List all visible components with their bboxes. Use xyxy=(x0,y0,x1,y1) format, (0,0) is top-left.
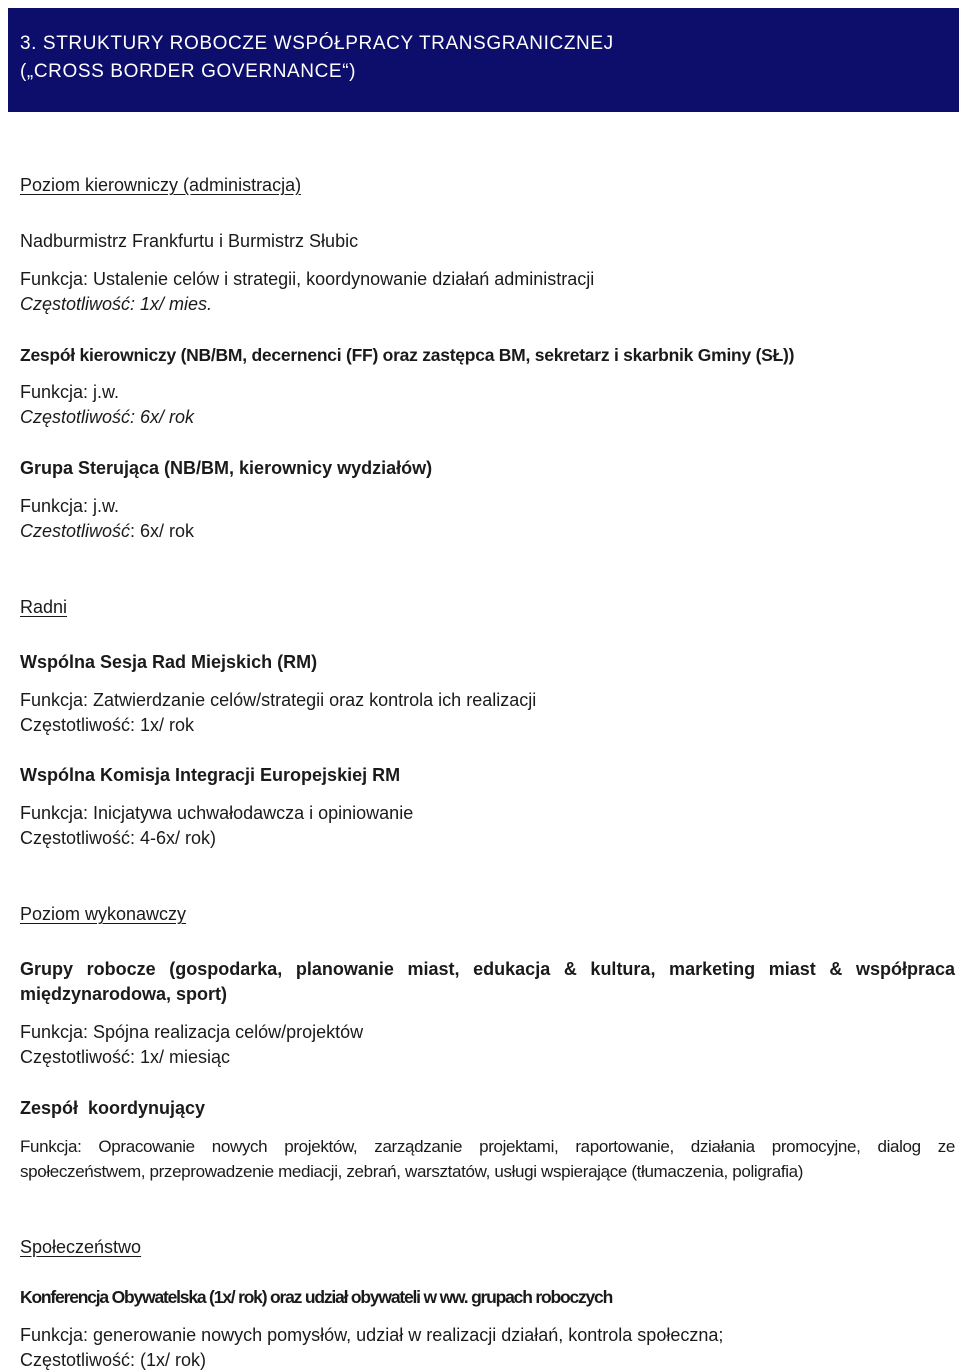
joint-commission-frequency: Częstotliwość: 4-6x/ rok) xyxy=(20,828,217,848)
working-groups-title-line-2: międzynarodowa, sport) xyxy=(20,984,228,1004)
joint-session-function: Funkcja: Zatwierdzanie celów/strategii oraz kontrola ich realizacji xyxy=(20,690,537,710)
working-groups-frequency: Częstotliwość: 1x/ miesiąc xyxy=(20,1047,231,1067)
steering-group-title: Grupa Sterująca (NB/BM, kierownicy wydziałów) xyxy=(20,458,433,478)
heading-management-level: Poziom kierowniczy (administracja) xyxy=(20,175,302,195)
mayors-frequency: Częstotliwość: 1x/ mies. xyxy=(20,294,213,314)
mayors-title: Nadburmistrz Frankfurtu i Burmistrz Słubic xyxy=(20,231,359,251)
coordination-team-title: Zespół koordynujący xyxy=(20,1098,206,1118)
coordination-team-function-line-2: społeczeństwem, przeprowadzenie mediacji, zebrań, warsztatów, usługi wspierające (tłumaczenia, poligrafia) xyxy=(20,1162,804,1181)
heading-society: Społeczeństwo xyxy=(20,1237,142,1257)
steering-group-frequency-value: : 6x/ rok xyxy=(130,521,195,541)
section-title-line-2: („CROSS BORDER GOVERNANCE“) xyxy=(20,61,357,82)
working-groups-title-line-1: Grupy robocze (gospodarka, planowanie miast, edukacja & kultura, marketing miast & współpraca xyxy=(20,959,955,979)
management-team-title: Zespół kierowniczy (NB/BM, decernenci (FF) oraz zastępca BM, sekretarz i skarbnik Gminy (SŁ)) xyxy=(20,345,795,365)
joint-commission-title: Wspólna Komisja Integracji Europejskiej RM xyxy=(20,765,401,785)
citizens-conference-function: Funkcja: generowanie nowych pomysłów, udział w realizacji działań, kontrola społeczna; xyxy=(20,1325,724,1345)
management-team-function: Funkcja: j.w. xyxy=(20,382,120,402)
steering-group-frequency xyxy=(20,520,194,542)
heading-executive-level: Poziom wykonawczy xyxy=(20,904,187,924)
citizens-conference-title: Konferencja Obywatelska (1x/ rok) oraz udział obywateli w ww. grupach roboczych xyxy=(20,1287,613,1307)
steering-group-function: Funkcja: j.w. xyxy=(20,496,120,516)
steering-group-frequency-label: Czestotliwość xyxy=(20,521,131,541)
coordination-team-function-line-1: Funkcja: Opracowanie nowych projektów, zarządzanie projektami, raportowanie, działania promocyjne, dialog ze xyxy=(20,1137,955,1156)
joint-session-title: Wspólna Sesja Rad Miejskich (RM) xyxy=(20,652,318,672)
coordination-team-function xyxy=(20,1134,955,1184)
section-title-line-1: 3. STRUKTURY ROBOCZE WSPÓŁPRACY TRANSGRANICZNEJ xyxy=(20,33,614,54)
section-header-banner xyxy=(8,8,959,112)
joint-commission-function: Funkcja: Inicjatywa uchwałodawcza i opiniowanie xyxy=(20,803,414,823)
management-team-frequency: Częstotliwość: 6x/ rok xyxy=(20,407,195,427)
heading-councillors: Radni xyxy=(20,597,68,617)
joint-session-frequency: Częstotliwość: 1x/ rok xyxy=(20,715,195,735)
mayors-function: Funkcja: Ustalenie celów i strategii, koordynowanie działań administracji xyxy=(20,269,595,289)
working-groups-function: Funkcja: Spójna realizacja celów/projektów xyxy=(20,1022,364,1042)
citizens-conference-frequency: Częstotliwość: (1x/ rok) xyxy=(20,1350,207,1370)
